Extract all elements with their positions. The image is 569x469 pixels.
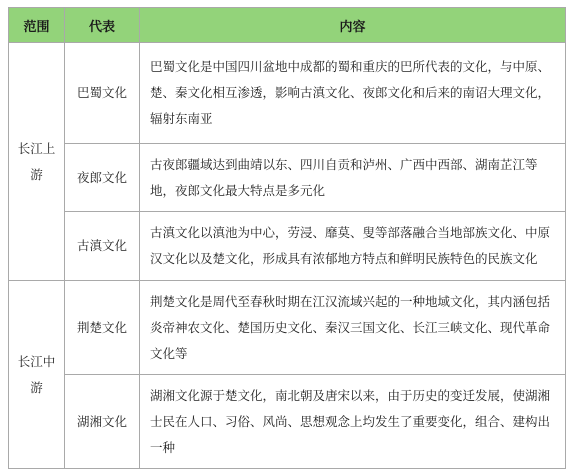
table-row — [9, 144, 566, 212]
table-row — [9, 375, 566, 469]
table-header-row — [9, 8, 566, 43]
representative-cell: 古滇文化 — [65, 212, 140, 281]
table-row — [9, 43, 566, 144]
content-cell: 湖湘文化源于楚文化，南北朝及唐宋以来，由于历史的变迁发展，使湖湘士民在人口、习俗、风尚、思想观念上均发生了重要变化，组合、建构出一种 — [140, 375, 566, 469]
header-range: 范围 — [9, 8, 65, 43]
culture-table — [8, 7, 566, 469]
content-cell: 古夜郎疆域达到曲靖以东、四川自贡和泸州、广西中西部、湖南芷江等地，夜郎文化最大特点是多元化 — [140, 144, 566, 212]
header-representative: 代表 — [65, 8, 140, 43]
range-middle-yangtze: 长江中游 — [9, 281, 65, 469]
range-upper-yangtze: 长江上游 — [9, 43, 65, 281]
table-row — [9, 281, 566, 375]
representative-cell: 巴蜀文化 — [65, 43, 140, 144]
header-content: 内容 — [140, 8, 566, 43]
content-cell: 古滇文化以滇池为中心，劳浸、靡莫、叟等部落融合当地部族文化、中原汉文化以及楚文化，形成具有浓郁地方特点和鲜明民族特色的民族文化 — [140, 212, 566, 281]
content-cell: 巴蜀文化是中国四川盆地中成都的蜀和重庆的巴所代表的文化，与中原、楚、秦文化相互渗透，影响古滇文化、夜郎文化和后来的南诏大理文化，辐射东南亚 — [140, 43, 566, 144]
table-row — [9, 212, 566, 281]
content-cell: 荆楚文化是周代至春秋时期在江汉流域兴起的一种地域文化，其内涵包括炎帝神农文化、楚国历史文化、秦汉三国文化、长江三峡文化、现代革命文化等 — [140, 281, 566, 375]
representative-cell: 荆楚文化 — [65, 281, 140, 375]
representative-cell: 湖湘文化 — [65, 375, 140, 469]
representative-cell: 夜郎文化 — [65, 144, 140, 212]
